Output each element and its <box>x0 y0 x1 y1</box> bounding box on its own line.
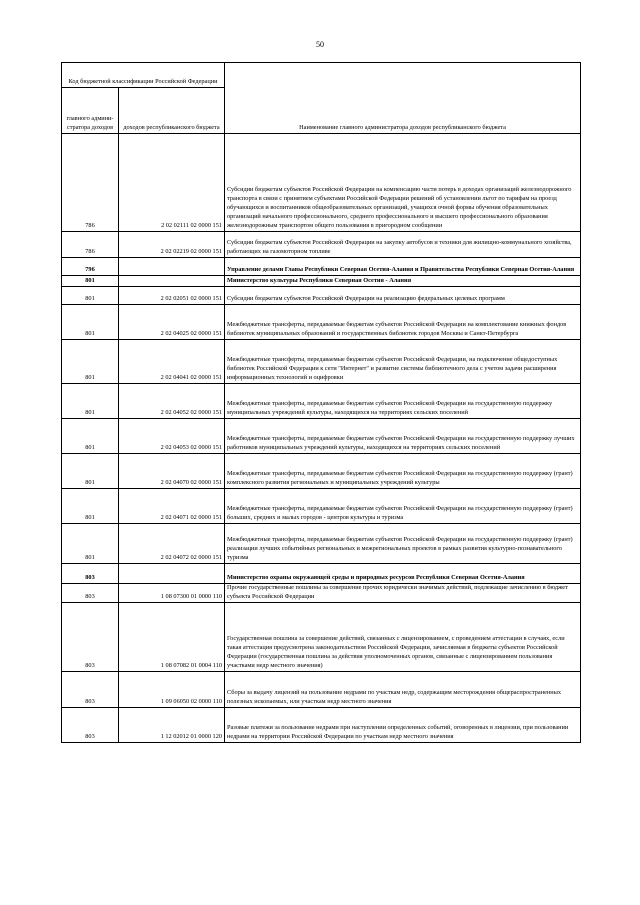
admin-code-cell: 803 <box>62 707 119 742</box>
administrator-name-cell: Разовые платежи за пользование недрами при наступлении определенных событий, оговоренных в лицензии, при пользовании недрами на территории Российской Федерации по участкам недр местного значения <box>225 707 581 742</box>
table-row <box>62 276 581 287</box>
page-number: 50 <box>316 40 324 49</box>
administrator-name-cell: Межбюджетные трансферты, передаваемые бюджетам субъектов Российской Федерации на комплектование книжных фондов библиотек муниципальных образований и государственных библиотек городов Москвы и Санкт-Петербурга <box>225 305 581 340</box>
admin-code-cell: 801 <box>62 384 119 419</box>
revenue-code-cell: 2 02 04041 02 0000 151 <box>119 340 225 384</box>
admin-code-cell: 801 <box>62 340 119 384</box>
header-administrator-name: Наименование главного администратора доходов республиканского бюджета <box>225 63 581 134</box>
administrator-name-cell: Прочие государственные пошлины за совершение прочих юридически значимых действий, подлежащие зачислению в бюджет субъекта Российской Федерации <box>225 584 581 603</box>
revenue-code-cell: 1 09 06050 02 0000 110 <box>119 671 225 707</box>
administrator-name-cell: Межбюджетные трансферты, передаваемые бюджетам субъектов Российской Федерации на государственную поддержку (грант) больших, средних и малых городов - центров культуры и туризма <box>225 489 581 524</box>
revenue-code-cell: 2 02 04070 02 0000 151 <box>119 454 225 489</box>
revenue-code-cell <box>119 258 225 276</box>
admin-code-cell: 803 <box>62 671 119 707</box>
administrator-name-cell: Межбюджетные трансферты, передаваемые бюджетам субъектов Российской Федерации на государственную поддержку лучших работников муниципальных учреждений культуры, находящихся на территориях сельских поселений <box>225 419 581 454</box>
admin-code-cell: 796 <box>62 258 119 276</box>
table-row <box>62 707 581 742</box>
admin-code-cell: 801 <box>62 489 119 524</box>
administrator-name-cell: Субсидии бюджетам субъектов Российской Федерации на закупку автобусов и техники для жилищно-коммунального хозяйства, работающих на газомоторном топливе <box>225 232 581 258</box>
administrator-name-cell: Сборы за выдачу лицензий на пользование недрами по участкам недр, содержащим месторождения общераспространенных полезных ископаемых, или участкам недр местного значения <box>225 671 581 707</box>
administrator-name-cell: Субсидии бюджетам субъектов Российской Федерации на реализацию федеральных целевых программ <box>225 287 581 305</box>
admin-code-cell: 801 <box>62 454 119 489</box>
table-row <box>62 305 581 340</box>
revenue-code-cell: 2 02 02051 02 0000 151 <box>119 287 225 305</box>
administrator-name-cell: Межбюджетные трансферты, передаваемые бюджетам субъектов Российской Федерации на государственную поддержку (грант) комплексного развития региональных и муниципальных учреждений культуры <box>225 454 581 489</box>
table-row <box>62 489 581 524</box>
table-row <box>62 232 581 258</box>
table-row <box>62 419 581 454</box>
administrator-name-cell: Государственная пошлина за совершение действий, связанных с лицензированием, с проведением аттестации в случаях, если такая аттестация предусмотрена законодательством Российской Федерации, зачисляемая в бюджеты субъектов Российской Федерации (государственная пошлина за действия уполномоченных органов, связанные с лицензированием пользования участками недр местного значения) <box>225 602 581 671</box>
table-row <box>62 524 581 564</box>
administrator-name-cell: Министерство культуры Республики Северная Осетия - Алания <box>225 276 581 287</box>
table-row <box>62 258 581 276</box>
admin-code-cell: 801 <box>62 524 119 564</box>
admin-code-cell: 801 <box>62 419 119 454</box>
admin-code-cell: 786 <box>62 134 119 232</box>
revenue-code-cell: 2 02 04071 02 0000 151 <box>119 489 225 524</box>
table-row <box>62 671 581 707</box>
administrator-name-cell: Управление делами Главы Республики Северная Осетия-Алания и Правительства Республики Северная Осетия-Алания <box>225 258 581 276</box>
revenue-code-cell: 2 02 04053 02 0000 151 <box>119 419 225 454</box>
admin-code-cell: 801 <box>62 305 119 340</box>
revenue-code-cell: 2 02 04025 02 0000 151 <box>119 305 225 340</box>
admin-code-cell: 801 <box>62 287 119 305</box>
revenue-code-cell <box>119 564 225 584</box>
header-admin-code: главного админи-стратора доходов <box>62 88 119 134</box>
table-row <box>62 384 581 419</box>
admin-code-cell: 803 <box>62 602 119 671</box>
revenue-code-cell: 2 02 02219 02 0000 151 <box>119 232 225 258</box>
administrator-name-cell: Межбюджетные трансферты, передаваемые бюджетам субъектов Российской Федерации на государственную поддержку (грант) реализации лучших событийных региональных и межрегиональных проектов в рамках развития культурно-познавательного туризма <box>225 524 581 564</box>
admin-code-cell: 801 <box>62 276 119 287</box>
administrator-name-cell: Министерство охраны окружающей среды и природных ресурсов Республики Северная Осетия-Алания <box>225 564 581 584</box>
header-revenue-code: доходов республиканского бюджета <box>119 88 225 134</box>
admin-code-cell: 803 <box>62 564 119 584</box>
revenue-code-cell: 1 12 02012 01 0000 120 <box>119 707 225 742</box>
admin-code-cell: 786 <box>62 232 119 258</box>
table-row <box>62 564 581 584</box>
revenue-code-cell: 2 02 04052 02 0000 151 <box>119 384 225 419</box>
revenue-code-cell: 2 02 04072 02 0000 151 <box>119 524 225 564</box>
revenue-code-cell: 1 08 07300 01 0000 110 <box>119 584 225 603</box>
revenue-code-cell: 2 02 02111 02 0000 151 <box>119 134 225 232</box>
revenue-code-cell: 1 08 07082 01 0004 110 <box>119 602 225 671</box>
header-classification-group: Код бюджетной классификации Российской Федерации <box>62 63 225 88</box>
administrator-name-cell: Субсидии бюджетам субъектов Российской Федерации на компенсацию части потерь в доходах организаций железнодорожного транспорта в связи с принятием субъектами Российской Федерации решений об установлении льгот по тарифам на проезд обучающихся и воспитанников общеобразовательных организаций, учащихся очной формы обучения образовательных организаций начального профессионального, среднего профессионального и высшего профессионального образования железнодорожным транспортом общего пользования в пригородном сообщении <box>225 134 581 232</box>
table-row <box>62 340 581 384</box>
revenue-code-cell <box>119 276 225 287</box>
budget-classification-table <box>61 62 581 743</box>
table-row <box>62 584 581 603</box>
table-row <box>62 602 581 671</box>
table-row <box>62 287 581 305</box>
table-row <box>62 134 581 232</box>
table-row <box>62 454 581 489</box>
administrator-name-cell: Межбюджетные трансферты, передаваемые бюджетам субъектов Российской Федерации, на подключение общедоступных библиотек Российской Федерации к сети "Интернет" и развитие системы библиотечного дела с учетом задачи расширения информационных технологий и оцифровки <box>225 340 581 384</box>
administrator-name-cell: Межбюджетные трансферты, передаваемые бюджетам субъектов Российской Федерации на государственную поддержку муниципальных учреждений культуры, находящихся на территориях сельских поселений <box>225 384 581 419</box>
admin-code-cell: 803 <box>62 584 119 603</box>
